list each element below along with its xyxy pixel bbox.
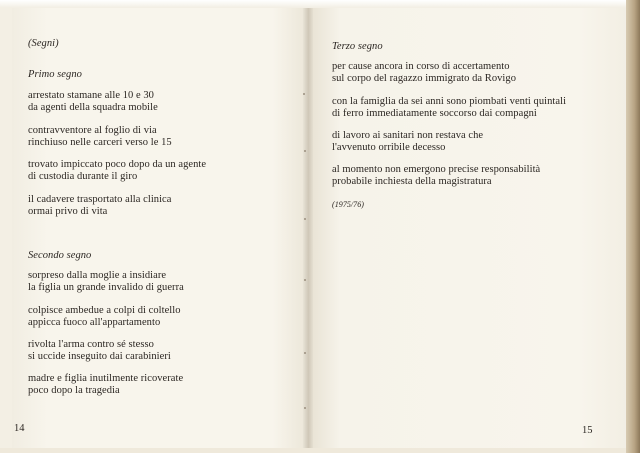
poem-line: con la famiglia da sei anni sono piombati venti quintali — [332, 96, 567, 107]
poem-line: sorpreso dalla moglie a insidiare — [28, 270, 167, 281]
top-edge — [0, 0, 640, 8]
primo-segno-heading: Primo segno — [28, 69, 82, 80]
terzo-segno-heading: Terzo segno — [332, 41, 383, 52]
secondo-segno-heading: Secondo segno — [28, 250, 92, 261]
poem-line: ormai privo di vita — [28, 206, 108, 217]
book-gutter — [303, 8, 313, 448]
poem-line: di ferro immediatamente soccorso dai compagni — [332, 108, 537, 119]
page-number-left: 14 — [14, 423, 25, 434]
poem-line: la figlia un grande invalido di guerra — [28, 282, 184, 293]
binding-mark — [303, 93, 305, 95]
poem-line: probabile inchiesta della magistratura — [332, 176, 492, 187]
poem-line: madre e figlia inutilmente ricoverate — [28, 373, 184, 384]
poem-line: si uccide inseguito dai carabinieri — [28, 351, 171, 362]
page-number-right: 15 — [582, 425, 593, 436]
poem-line: di lavoro ai sanitari non restava che — [332, 130, 484, 141]
binding-mark — [304, 352, 306, 354]
poem-line: al momento non emergono precise responsabilità — [332, 164, 541, 175]
poem-line: arrestato stamane alle 10 e 30 — [28, 90, 154, 101]
section-title: (Segni) — [28, 38, 59, 49]
poem-line: da agenti della squadra mobile — [28, 102, 158, 113]
poem-line: colpisce ambedue a colpi di coltello — [28, 305, 181, 316]
poem-line: rinchiuso nelle carceri verso le 15 — [28, 137, 172, 148]
poem-line: contravventore al foglio di via — [28, 125, 157, 136]
poem-line: il cadavere trasportato alla clinica — [28, 194, 172, 205]
poem-line: appicca fuoco all'appartamento — [28, 317, 161, 328]
date-note: (1975/76) — [332, 200, 365, 209]
poem-line: poco dopo la tragedia — [28, 385, 120, 396]
page-edges — [626, 0, 640, 453]
poem-line: rivolta l'arma contro sé stesso — [28, 339, 154, 350]
poem-line: di custodia durante il giro — [28, 171, 138, 182]
binding-mark — [304, 218, 306, 220]
poem-line: l'avvenuto orribile decesso — [332, 142, 446, 153]
poem-line: sul corpo del ragazzo immigrato da Rovigo — [332, 73, 516, 84]
poem-line: per cause ancora in corso di accertamento — [332, 61, 510, 72]
binding-mark — [304, 150, 306, 152]
binding-mark — [304, 279, 306, 281]
binding-mark — [304, 407, 306, 409]
poem-line: trovato impiccato poco dopo da un agente — [28, 159, 207, 170]
bottom-edge — [0, 448, 640, 453]
